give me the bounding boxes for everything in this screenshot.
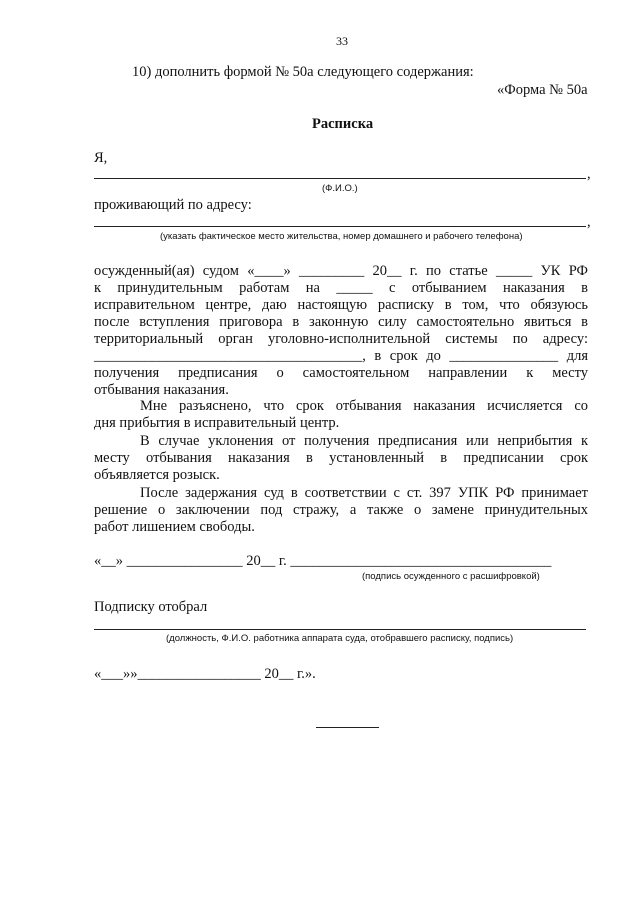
fio-caption: (Ф.И.О.)	[322, 183, 358, 194]
ya-label: Я,	[94, 150, 108, 166]
para3-line-3: объявляется розыск.	[94, 467, 220, 483]
signature-caption: (подпись осужденного с расшифровкой)	[362, 571, 540, 582]
address-caption: (указать фактическое место жительства, номер домашнего и рабочего телефона)	[160, 231, 523, 242]
page-number: 33	[336, 34, 348, 48]
body-line-3: исправительном центре, даю настоящую расписку в том, что обязуюсь	[94, 297, 588, 313]
para2-line-1: Мне разъяснено, что срок отбывания наказания исчисляется со	[140, 398, 588, 414]
body-line-6: _____________________________________, в срок до _______________ для	[94, 348, 588, 364]
para4-line-1: После задержания суд в соответствии с ст. 397 УПК РФ принимает	[140, 485, 588, 501]
form-label: «Форма № 50а	[497, 82, 588, 98]
received-by-label: Подписку отобрал	[94, 599, 208, 615]
body-line-7: получения предписания о самостоятельном направлении к месту	[94, 365, 588, 381]
body-line-2: к принудительным работам на _____ с отбыванием наказания в	[94, 280, 588, 296]
para3-line-2: месту отбывания наказания в установленный в предписании срок	[94, 450, 588, 466]
final-date-line: «___»»_________________ 20__ г.».	[94, 666, 316, 682]
official-line	[94, 629, 586, 630]
address-line	[94, 226, 586, 227]
fio-comma: ,	[587, 166, 591, 182]
official-caption: (должность, Ф.И.О. работника аппарата суда, отобравшего расписку, подпись)	[166, 633, 514, 644]
body-line-5: территориальный орган уголовно-исполнительной системы по адресу:	[94, 331, 588, 347]
intro-line: 10) дополнить формой № 50а следующего содержания:	[132, 64, 474, 80]
para2-line-2: дня прибытия в исправительный центр.	[94, 415, 340, 431]
end-divider	[316, 727, 379, 728]
body-line-8: отбывания наказания.	[94, 382, 229, 398]
address-label: проживающий по адресу:	[94, 197, 252, 213]
body-line-1: осужденный(ая) судом «____» _________ 20__ г. по статье _____ УК РФ	[94, 263, 588, 279]
date-signature-line: «__» ________________ 20__ г. ____________________________________	[94, 553, 552, 569]
fio-line	[94, 178, 586, 179]
para4-line-2: решение о заключении под стражу, а также о замене принудительных	[94, 502, 588, 518]
address-comma: ,	[587, 214, 591, 230]
body-line-4: после вступления приговора в законную силу самостоятельно явиться в	[94, 314, 588, 330]
para3-line-1: В случае уклонения от получения предписания или неприбытия к	[140, 433, 588, 449]
document-title: Расписка	[312, 116, 374, 132]
para4-line-3: работ лишением свободы.	[94, 519, 255, 535]
